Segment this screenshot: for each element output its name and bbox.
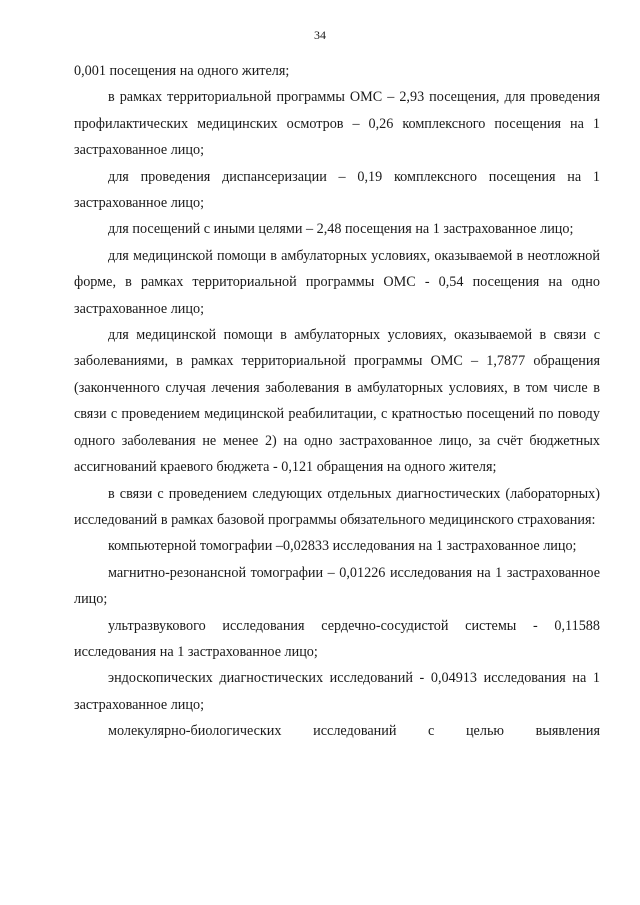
paragraph-8: компьютерной томографии –0,02833 исследования на 1 застрахованное лицо; [108,538,577,555]
paragraph-11: эндоскопических диагностических исследований - 0,04913 исследования на 1 застрахованное лицо; [74,670,600,713]
paragraph-12: молекулярно-биологических исследований с целью выявления [108,723,600,740]
paragraph-2: в рамках территориальной программы ОМС – 2,93 посещения, для проведения профилактических медицинских осмотров – 0,26 комплексного посещения на 1 застрахованное лицо; [74,89,600,159]
paragraph-4: для посещений с иными целями – 2,48 посещения на 1 застрахованное лицо; [108,221,574,238]
paragraph-1: 0,001 посещения на одного жителя; [74,63,290,79]
document-body [74,58,600,745]
paragraph-6: для медицинской помощи в амбулаторных условиях, оказываемой в связи с заболеваниями, в рамках территориальной программы ОМС – 1,7877 обращения (законченного случая лечения заболевания в амбулаторных условиях, в том числе в связи с проведением медицинской реабилитации, с кратностью посещений по поводу одного заболевания не менее 2) на одно застрахованное лицо, за счёт бюджетных ассигнований краевого бюджета - 0,121 обращения на одного жителя; [74,327,600,476]
paragraph-3: для проведения диспансеризации – 0,19 комплексного посещения на 1 застрахованное лицо; [74,168,600,212]
page-number: 34 [314,28,326,42]
paragraph-10: ультразвукового исследования сердечно-сосудистой системы - 0,11588 исследования на 1 застрахованное лицо; [74,617,600,660]
paragraph-7: в связи с проведением следующих отдельных диагностических (лабораторных) исследований в рамках базовой программы обязательного медицинского страхования: [74,485,600,528]
paragraph-9: магнитно-резонансной томографии – 0,01226 исследования на 1 застрахованное лицо; [74,564,600,608]
paragraph-5: для медицинской помощи в амбулаторных условиях, оказываемой в неотложной форме, в рамках территориальной программы ОМС - 0,54 посещения на одно застрахованное лицо; [74,247,600,317]
